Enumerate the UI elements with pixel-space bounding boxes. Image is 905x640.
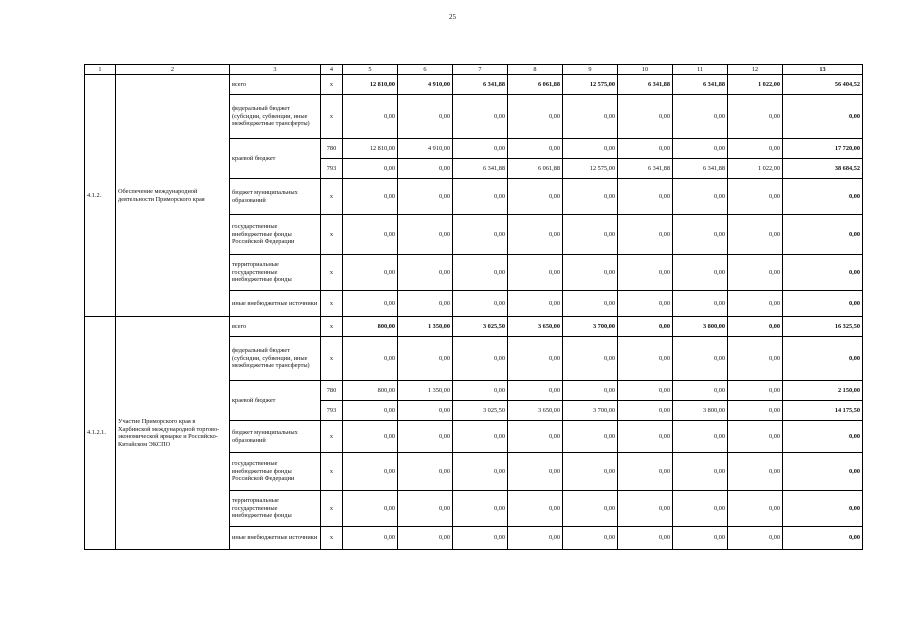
value-cell: 0,00 (508, 381, 563, 401)
row-label: федеральный бюджет (субсидии, субвенции, иные межбюджетные трансферты) (230, 95, 321, 139)
value-cell: 0,00 (343, 337, 398, 381)
value-cell: 0,00 (398, 527, 453, 550)
value-cell: 0,00 (673, 337, 728, 381)
value-cell: 0,00 (728, 337, 783, 381)
value-cell: 0,00 (563, 179, 618, 215)
value-cell: 12 575,00 (563, 159, 618, 179)
total-cell: 0,00 (783, 527, 863, 550)
budget-code-cell: x (321, 421, 343, 453)
value-cell: 3 025,50 (453, 317, 508, 337)
value-cell: 0,00 (453, 215, 508, 255)
value-cell: 0,00 (618, 491, 673, 527)
value-cell: 0,00 (563, 139, 618, 159)
budget-code-cell: x (321, 337, 343, 381)
value-cell: 1 022,00 (728, 75, 783, 95)
value-cell: 0,00 (673, 453, 728, 491)
value-cell: 0,00 (618, 453, 673, 491)
value-cell: 0,00 (618, 317, 673, 337)
row-label: краевой бюджет (230, 381, 321, 421)
value-cell: 0,00 (618, 179, 673, 215)
value-cell: 0,00 (398, 453, 453, 491)
value-cell: 0,00 (563, 421, 618, 453)
column-header: 12 (728, 65, 783, 75)
value-cell: 0,00 (673, 179, 728, 215)
value-cell: 6 341,88 (618, 75, 673, 95)
total-cell: 56 404,52 (783, 75, 863, 95)
value-cell: 0,00 (563, 381, 618, 401)
value-cell: 0,00 (398, 337, 453, 381)
value-cell: 0,00 (453, 291, 508, 317)
value-cell: 0,00 (728, 317, 783, 337)
total-cell: 0,00 (783, 491, 863, 527)
value-cell: 0,00 (398, 159, 453, 179)
value-cell: 0,00 (453, 139, 508, 159)
section-name: Участие Приморского края в Харбинской международной торгово-экономической ярмарке и Российско-Китайском ЭКСПО (116, 317, 230, 550)
value-cell: 0,00 (453, 381, 508, 401)
row-label: иные внебюджетные источники (230, 291, 321, 317)
value-cell: 6 341,88 (453, 159, 508, 179)
value-cell: 0,00 (673, 95, 728, 139)
total-cell: 0,00 (783, 179, 863, 215)
value-cell: 0,00 (343, 255, 398, 291)
value-cell: 0,00 (508, 255, 563, 291)
value-cell: 0,00 (398, 95, 453, 139)
row-label: территориальные государственные внебюджетные фонды (230, 491, 321, 527)
value-cell: 0,00 (728, 255, 783, 291)
value-cell: 0,00 (673, 381, 728, 401)
value-cell: 0,00 (618, 527, 673, 550)
row-label: всего (230, 75, 321, 95)
budget-code-cell: x (321, 95, 343, 139)
value-cell: 0,00 (618, 421, 673, 453)
budget-code-cell: x (321, 215, 343, 255)
table-row (85, 75, 863, 95)
value-cell: 0,00 (343, 159, 398, 179)
value-cell: 0,00 (343, 215, 398, 255)
value-cell: 0,00 (673, 139, 728, 159)
budget-code-cell: 780 (321, 139, 343, 159)
column-header: 1 (85, 65, 116, 75)
value-cell: 0,00 (618, 381, 673, 401)
table-body (85, 65, 863, 550)
value-cell: 0,00 (453, 491, 508, 527)
value-cell: 0,00 (728, 491, 783, 527)
value-cell: 0,00 (508, 215, 563, 255)
value-cell: 0,00 (673, 291, 728, 317)
section-code: 4.1.2. (85, 75, 116, 317)
value-cell: 0,00 (673, 215, 728, 255)
section-name: Обеспечение международной деятельности Приморского края (116, 75, 230, 317)
row-label: бюджет муниципальных образований (230, 179, 321, 215)
value-cell: 0,00 (453, 95, 508, 139)
column-header: 3 (230, 65, 321, 75)
value-cell: 0,00 (453, 337, 508, 381)
budget-code-cell: x (321, 75, 343, 95)
column-header: 2 (116, 65, 230, 75)
value-cell: 0,00 (398, 215, 453, 255)
value-cell: 0,00 (508, 179, 563, 215)
column-header: 8 (508, 65, 563, 75)
value-cell: 3 700,00 (563, 317, 618, 337)
budget-code-cell: 793 (321, 401, 343, 421)
value-cell: 0,00 (728, 421, 783, 453)
value-cell: 0,00 (343, 527, 398, 550)
budget-code-cell: 780 (321, 381, 343, 401)
row-label: краевой бюджет (230, 139, 321, 179)
value-cell: 1 022,00 (728, 159, 783, 179)
value-cell: 0,00 (618, 401, 673, 421)
value-cell: 12 810,00 (343, 75, 398, 95)
value-cell: 0,00 (508, 491, 563, 527)
value-cell: 0,00 (728, 453, 783, 491)
value-cell: 0,00 (728, 381, 783, 401)
value-cell: 6 341,88 (618, 159, 673, 179)
value-cell: 0,00 (398, 255, 453, 291)
value-cell: 0,00 (508, 337, 563, 381)
value-cell: 0,00 (728, 291, 783, 317)
total-cell: 38 684,52 (783, 159, 863, 179)
column-header: 6 (398, 65, 453, 75)
column-header: 13 (783, 65, 863, 75)
value-cell: 0,00 (343, 179, 398, 215)
row-label: бюджет муниципальных образований (230, 421, 321, 453)
value-cell: 4 910,00 (398, 139, 453, 159)
section-code: 4.1.2.1. (85, 317, 116, 550)
value-cell: 0,00 (563, 337, 618, 381)
budget-code-cell: x (321, 255, 343, 291)
value-cell: 0,00 (453, 421, 508, 453)
total-cell: 0,00 (783, 337, 863, 381)
value-cell: 0,00 (453, 527, 508, 550)
total-cell: 0,00 (783, 453, 863, 491)
value-cell: 0,00 (728, 179, 783, 215)
value-cell: 0,00 (508, 139, 563, 159)
column-header: 4 (321, 65, 343, 75)
value-cell: 0,00 (673, 491, 728, 527)
value-cell: 0,00 (563, 255, 618, 291)
value-cell: 12 575,00 (563, 75, 618, 95)
budget-code-cell: x (321, 491, 343, 527)
value-cell: 3 025,50 (453, 401, 508, 421)
row-label: государственные внебюджетные фонды Российской Федерации (230, 453, 321, 491)
value-cell: 12 810,00 (343, 139, 398, 159)
row-label: федеральный бюджет (субсидии, субвенции, иные межбюджетные трансферты) (230, 337, 321, 381)
value-cell: 0,00 (563, 491, 618, 527)
value-cell: 0,00 (343, 95, 398, 139)
total-cell: 17 720,00 (783, 139, 863, 159)
value-cell: 0,00 (618, 291, 673, 317)
value-cell: 1 350,00 (398, 317, 453, 337)
row-label: всего (230, 317, 321, 337)
value-cell: 0,00 (343, 401, 398, 421)
value-cell: 3 700,00 (563, 401, 618, 421)
total-cell: 0,00 (783, 291, 863, 317)
budget-code-cell: x (321, 453, 343, 491)
row-label: государственные внебюджетные фонды Российской Федерации (230, 215, 321, 255)
value-cell: 0,00 (453, 255, 508, 291)
value-cell: 0,00 (508, 95, 563, 139)
value-cell: 0,00 (453, 453, 508, 491)
value-cell: 0,00 (618, 95, 673, 139)
value-cell: 3 650,00 (508, 317, 563, 337)
value-cell: 0,00 (563, 215, 618, 255)
budget-table (84, 64, 863, 550)
row-label: иные внебюджетные источники (230, 527, 321, 550)
total-cell: 0,00 (783, 421, 863, 453)
total-cell: 2 150,00 (783, 381, 863, 401)
value-cell: 4 910,00 (398, 75, 453, 95)
table-row (85, 317, 863, 337)
value-cell: 0,00 (728, 95, 783, 139)
budget-code-cell: x (321, 179, 343, 215)
value-cell: 0,00 (618, 139, 673, 159)
total-cell: 0,00 (783, 255, 863, 291)
column-header: 11 (673, 65, 728, 75)
value-cell: 0,00 (343, 491, 398, 527)
column-header: 10 (618, 65, 673, 75)
value-cell: 0,00 (563, 95, 618, 139)
value-cell: 0,00 (563, 527, 618, 550)
value-cell: 0,00 (508, 421, 563, 453)
value-cell: 0,00 (563, 453, 618, 491)
budget-code-cell: 793 (321, 159, 343, 179)
value-cell: 0,00 (673, 527, 728, 550)
row-label: территориальные государственные внебюджетные фонды (230, 255, 321, 291)
budget-code-cell: x (321, 291, 343, 317)
page-number: 25 (449, 13, 456, 21)
total-cell: 0,00 (783, 215, 863, 255)
value-cell: 0,00 (728, 215, 783, 255)
value-cell: 6 061,88 (508, 159, 563, 179)
total-cell: 16 325,50 (783, 317, 863, 337)
value-cell: 0,00 (508, 291, 563, 317)
value-cell: 0,00 (563, 291, 618, 317)
value-cell: 0,00 (398, 401, 453, 421)
value-cell: 0,00 (618, 255, 673, 291)
value-cell: 0,00 (398, 421, 453, 453)
column-header: 9 (563, 65, 618, 75)
value-cell: 1 350,00 (398, 381, 453, 401)
value-cell: 0,00 (453, 179, 508, 215)
value-cell: 0,00 (398, 491, 453, 527)
value-cell: 0,00 (728, 401, 783, 421)
value-cell: 0,00 (618, 215, 673, 255)
value-cell: 0,00 (343, 291, 398, 317)
value-cell: 0,00 (673, 255, 728, 291)
value-cell: 0,00 (508, 527, 563, 550)
value-cell: 6 341,88 (673, 159, 728, 179)
value-cell: 0,00 (673, 421, 728, 453)
value-cell: 0,00 (728, 527, 783, 550)
value-cell: 0,00 (618, 337, 673, 381)
value-cell: 0,00 (398, 179, 453, 215)
value-cell: 0,00 (343, 453, 398, 491)
column-header: 5 (343, 65, 398, 75)
budget-code-cell: x (321, 317, 343, 337)
value-cell: 800,00 (343, 381, 398, 401)
budget-code-cell: x (321, 527, 343, 550)
total-cell: 14 175,50 (783, 401, 863, 421)
header-row (85, 65, 863, 75)
value-cell: 0,00 (508, 453, 563, 491)
value-cell: 6 341,88 (673, 75, 728, 95)
value-cell: 0,00 (398, 291, 453, 317)
value-cell: 3 800,00 (673, 401, 728, 421)
value-cell: 0,00 (728, 139, 783, 159)
value-cell: 0,00 (343, 421, 398, 453)
value-cell: 6 061,88 (508, 75, 563, 95)
value-cell: 3 650,00 (508, 401, 563, 421)
value-cell: 6 341,88 (453, 75, 508, 95)
value-cell: 800,00 (343, 317, 398, 337)
total-cell: 0,00 (783, 95, 863, 139)
value-cell: 3 800,00 (673, 317, 728, 337)
column-header: 7 (453, 65, 508, 75)
